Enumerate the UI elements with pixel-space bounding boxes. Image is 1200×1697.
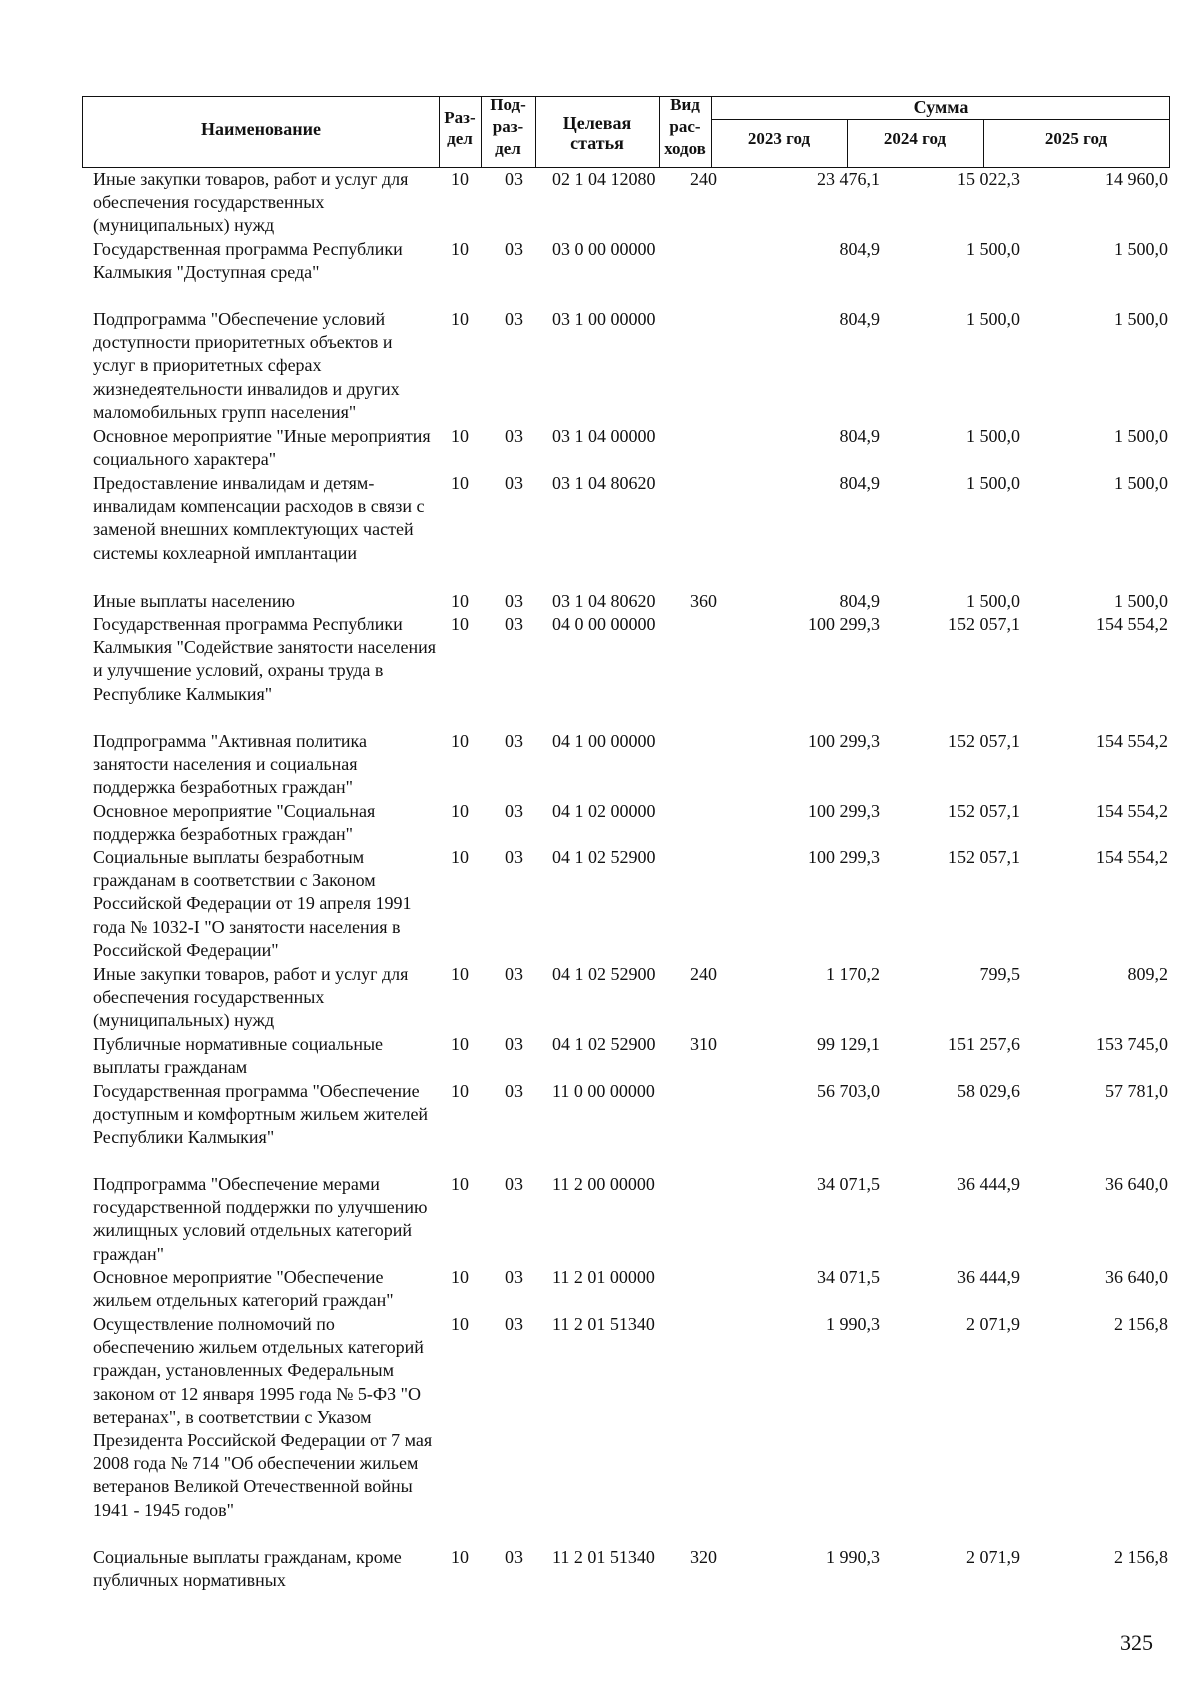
cell-razdel: 10 [451,1081,469,1101]
cell-name: Социальные выплаты безработным гражданам в соответствии с Законом Российской Федерации от 19 апреля 1991 года № 1032-I "О занятости населения в Российской Федерации" [93,847,412,960]
cell-2023: 100 299,3 [808,614,880,634]
cell-2023: 56 703,0 [817,1081,880,1101]
header-year-2023: 2023 год [747,129,811,148]
cell-name: Социальные выплаты гражданам, кроме публичных нормативных [93,1547,402,1591]
cell-razdel: 10 [451,1034,469,1054]
cell-name: Подпрограмма "Активная политика занятости населения и социальная поддержка безработных граждан" [93,731,368,798]
cell-podrazdel: 03 [505,964,523,984]
cell-2023: 34 071,5 [817,1174,880,1194]
cell-podrazdel: 03 [505,1081,523,1101]
cell-name: Государственная программа "Обеспечение доступным и комфортным жильем жителей Республики Калмыкия" [93,1081,429,1148]
cell-2024: 152 057,1 [948,847,1020,867]
cell-name: Иные выплаты населению [93,591,295,611]
header-vid-text: Вид рас- ходов [664,95,706,158]
cell-2024: 1 500,0 [966,473,1020,493]
cell-2023: 100 299,3 [808,801,880,821]
header-vid [659,94,711,160]
cell-2025: 154 554,2 [1096,801,1168,821]
header-name: Наименование [201,119,321,139]
page-number: 325 [1120,1630,1153,1655]
cell-2025: 154 554,2 [1096,614,1168,634]
cell-article: 03 1 04 80620 [552,473,656,493]
header-razdel [439,107,481,149]
cell-2023: 100 299,3 [808,731,880,751]
cell-name: Основное мероприятие "Обеспечение жильем отдельных категорий граждан" [93,1267,394,1311]
cell-name: Государственная программа Республики Калмыкия "Доступная среда" [93,239,403,283]
cell-2025: 809,2 [1127,964,1168,984]
cell-name: Основное мероприятие "Социальная поддержка безработных граждан" [93,801,376,845]
cell-name: Предоставление инвалидам и детям-инвалидам компенсации расходов в связи с заменой внешних комплектующих частей системы кохлеарной имплантации [93,473,425,563]
cell-2024: 799,5 [979,964,1020,984]
cell-name: Государственная программа Республики Калмыкия "Содействие занятости населения и улучшение условий, охраны труда в Республике Калмыкия" [93,614,437,704]
cell-podrazdel: 03 [505,1034,523,1054]
cell-2024: 152 057,1 [948,731,1020,751]
cell-razdel: 10 [451,473,469,493]
cell-2023: 1 990,3 [826,1314,880,1334]
cell-podrazdel: 03 [505,426,523,446]
cell-name: Осуществление полномочий по обеспечению жильем отдельных категорий граждан, установленных Федеральным законом от 12 января 1995 года № 5-ФЗ "О ветеранах", в соответствии с Указом Президента Российской Федерации от 7 мая 2008 года № 714 "Об обеспечении жильем ветеранов Великой Отечественной войны 1941 - 1945 годов" [93,1314,433,1520]
cell-2025: 153 745,0 [1096,1034,1168,1054]
cell-2024: 15 022,3 [957,169,1020,189]
cell-podrazdel: 03 [505,591,523,611]
cell-article: 11 0 00 00000 [552,1081,655,1101]
cell-razdel: 10 [451,1267,469,1287]
cell-vid: 240 [690,169,717,189]
cell-2023: 34 071,5 [817,1267,880,1287]
cell-2025: 1 500,0 [1114,591,1168,611]
cell-razdel: 10 [451,169,469,189]
cell-article: 02 1 04 12080 [552,169,656,189]
cell-article: 11 2 01 00000 [552,1267,655,1287]
cell-razdel: 10 [451,309,469,329]
cell-2024: 36 444,9 [957,1174,1020,1194]
cell-2024: 58 029,6 [957,1081,1020,1101]
cell-podrazdel: 03 [505,1174,523,1194]
cell-2025: 2 156,8 [1114,1547,1168,1567]
header-summa: Сумма [913,97,969,117]
table-header [82,96,1170,168]
cell-article: 03 1 00 00000 [552,309,656,329]
cell-razdel: 10 [451,964,469,984]
cell-2023: 804,9 [839,591,880,611]
cell-razdel: 10 [451,1314,469,1334]
cell-name: Подпрограмма "Обеспечение мерами государственной поддержки по улучшению жилищных условий отдельных категорий граждан" [93,1174,428,1264]
cell-article: 03 1 04 80620 [552,591,656,611]
cell-2024: 1 500,0 [966,239,1020,259]
cell-podrazdel: 03 [505,1547,523,1567]
cell-2025: 57 781,0 [1105,1081,1168,1101]
cell-2024: 1 500,0 [966,591,1020,611]
cell-podrazdel: 03 [505,239,523,259]
cell-article: 04 1 02 52900 [552,964,656,984]
cell-2024: 1 500,0 [966,426,1020,446]
cell-article: 03 0 00 00000 [552,239,656,259]
cell-podrazdel: 03 [505,847,523,867]
cell-2025: 1 500,0 [1114,309,1168,329]
header-razdel-text: Раз- дел [444,108,476,148]
cell-podrazdel: 03 [505,614,523,634]
cell-article: 11 2 00 00000 [552,1174,655,1194]
cell-2025: 2 156,8 [1114,1314,1168,1334]
cell-2024: 2 071,9 [966,1314,1020,1334]
cell-article: 03 1 04 00000 [552,426,656,446]
cell-podrazdel: 03 [505,309,523,329]
cell-razdel: 10 [451,614,469,634]
cell-razdel: 10 [451,591,469,611]
header-celevaya-text: Целевая статья [562,113,632,153]
cell-article: 11 2 01 51340 [552,1314,655,1334]
cell-2023: 804,9 [839,239,880,259]
cell-2025: 154 554,2 [1096,847,1168,867]
cell-2025: 36 640,0 [1105,1174,1168,1194]
cell-2024: 151 257,6 [948,1034,1020,1054]
cell-podrazdel: 03 [505,1314,523,1334]
cell-razdel: 10 [451,847,469,867]
cell-2025: 1 500,0 [1114,426,1168,446]
cell-2023: 1 170,2 [826,964,880,984]
cell-name: Публичные нормативные социальные выплаты гражданам [93,1034,384,1078]
cell-2024: 2 071,9 [966,1547,1020,1567]
header-celevaya [535,113,659,153]
cell-article: 04 1 02 52900 [552,847,656,867]
cell-vid: 310 [690,1034,717,1054]
cell-2023: 804,9 [839,309,880,329]
header-podrazdel-text: Под- раз- дел [490,95,526,158]
cell-article: 11 2 01 51340 [552,1547,655,1567]
cell-2023: 100 299,3 [808,847,880,867]
cell-article: 04 1 00 00000 [552,731,656,751]
cell-2024: 1 500,0 [966,309,1020,329]
cell-name: Основное мероприятие "Иные мероприятия социального характера" [93,426,431,470]
cell-podrazdel: 03 [505,1267,523,1287]
cell-razdel: 10 [451,426,469,446]
cell-2023: 99 129,1 [817,1034,880,1054]
cell-razdel: 10 [451,1547,469,1567]
cell-2025: 1 500,0 [1114,473,1168,493]
cell-vid: 360 [690,591,717,611]
cell-name: Иные закупки товаров, работ и услуг для обеспечения государственных (муниципальных) нужд [93,169,409,236]
cell-razdel: 10 [451,731,469,751]
cell-vid: 320 [690,1547,717,1567]
cell-2023: 804,9 [839,426,880,446]
cell-razdel: 10 [451,1174,469,1194]
cell-podrazdel: 03 [505,731,523,751]
header-year-2024: 2024 год [883,129,947,148]
cell-article: 04 0 00 00000 [552,614,656,634]
divider [711,119,1169,120]
cell-article: 04 1 02 52900 [552,1034,656,1054]
cell-2024: 36 444,9 [957,1267,1020,1287]
cell-2023: 23 476,1 [817,169,880,189]
cell-podrazdel: 03 [505,169,523,189]
header-podrazdel [481,94,535,160]
cell-razdel: 10 [451,801,469,821]
cell-name: Подпрограмма "Обеспечение условий доступности приоритетных объектов и услуг в приоритетных сферах жизнедеятельности инвалидов и других маломобильных групп населения" [93,309,400,422]
cell-2025: 1 500,0 [1114,239,1168,259]
cell-name: Иные закупки товаров, работ и услуг для обеспечения государственных (муниципальных) нужд [93,964,409,1031]
cell-article: 04 1 02 00000 [552,801,656,821]
cell-2025: 14 960,0 [1105,169,1168,189]
cell-2023: 804,9 [839,473,880,493]
cell-2025: 36 640,0 [1105,1267,1168,1287]
cell-vid: 240 [690,964,717,984]
cell-podrazdel: 03 [505,473,523,493]
cell-2024: 152 057,1 [948,614,1020,634]
cell-2023: 1 990,3 [826,1547,880,1567]
cell-2025: 154 554,2 [1096,731,1168,751]
cell-2024: 152 057,1 [948,801,1020,821]
cell-podrazdel: 03 [505,801,523,821]
cell-razdel: 10 [451,239,469,259]
header-year-2025: 2025 год [1044,129,1108,148]
